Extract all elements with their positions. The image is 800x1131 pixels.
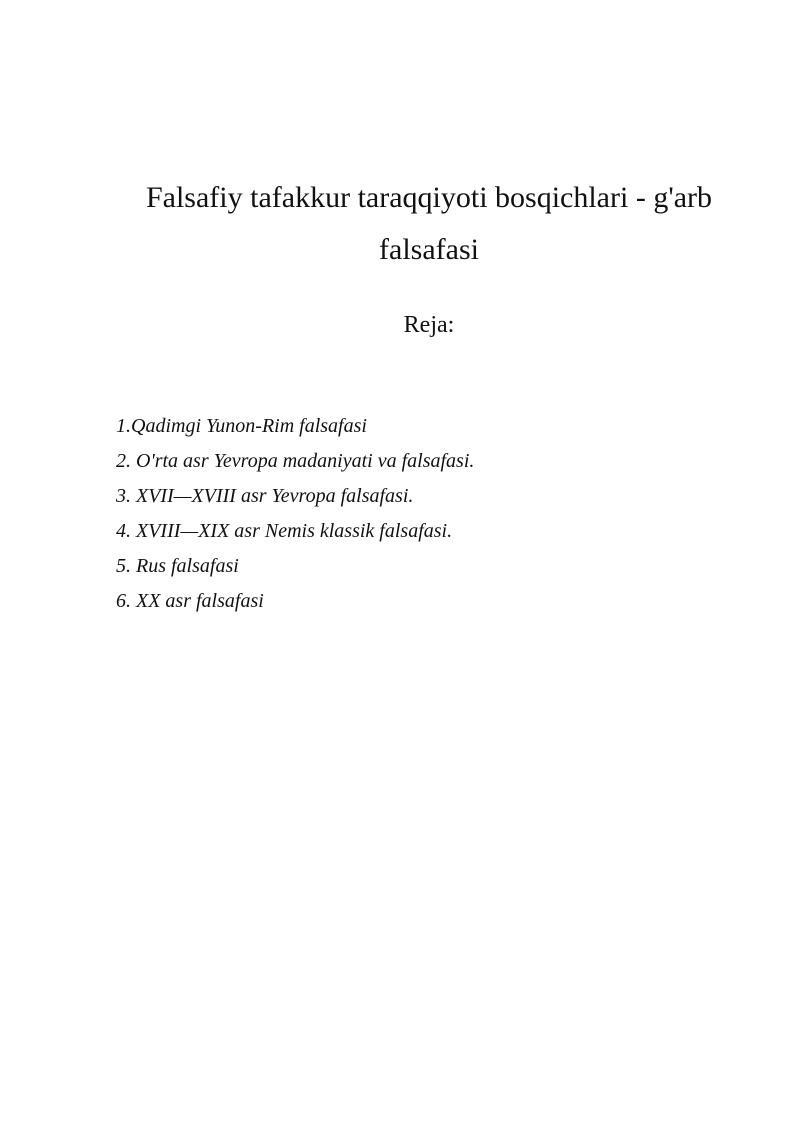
plan-heading: Reja: [403,312,455,338]
plan-item-3: 3. XVII—XVIII asr Yevropa falsafasi. [116,485,414,507]
plan-item-4: 4. XVIII—XIX asr Nemis klassik falsafasi. [116,520,453,542]
plan-item-6: 6. XX asr falsafasi [116,590,264,612]
plan-item-1: 1.Qadimgi Yunon-Rim falsafasi [116,415,367,437]
plan-item-2: 2. O'rta asr Yevropa madaniyati va falsafasi. [116,450,475,472]
plan-list [116,409,474,619]
plan-item-5: 5. Rus falsafasi [116,555,239,577]
document-title: Falsafiy tafakkur taraqqiyoti bosqichlari - g'arb falsafasi [145,181,713,266]
